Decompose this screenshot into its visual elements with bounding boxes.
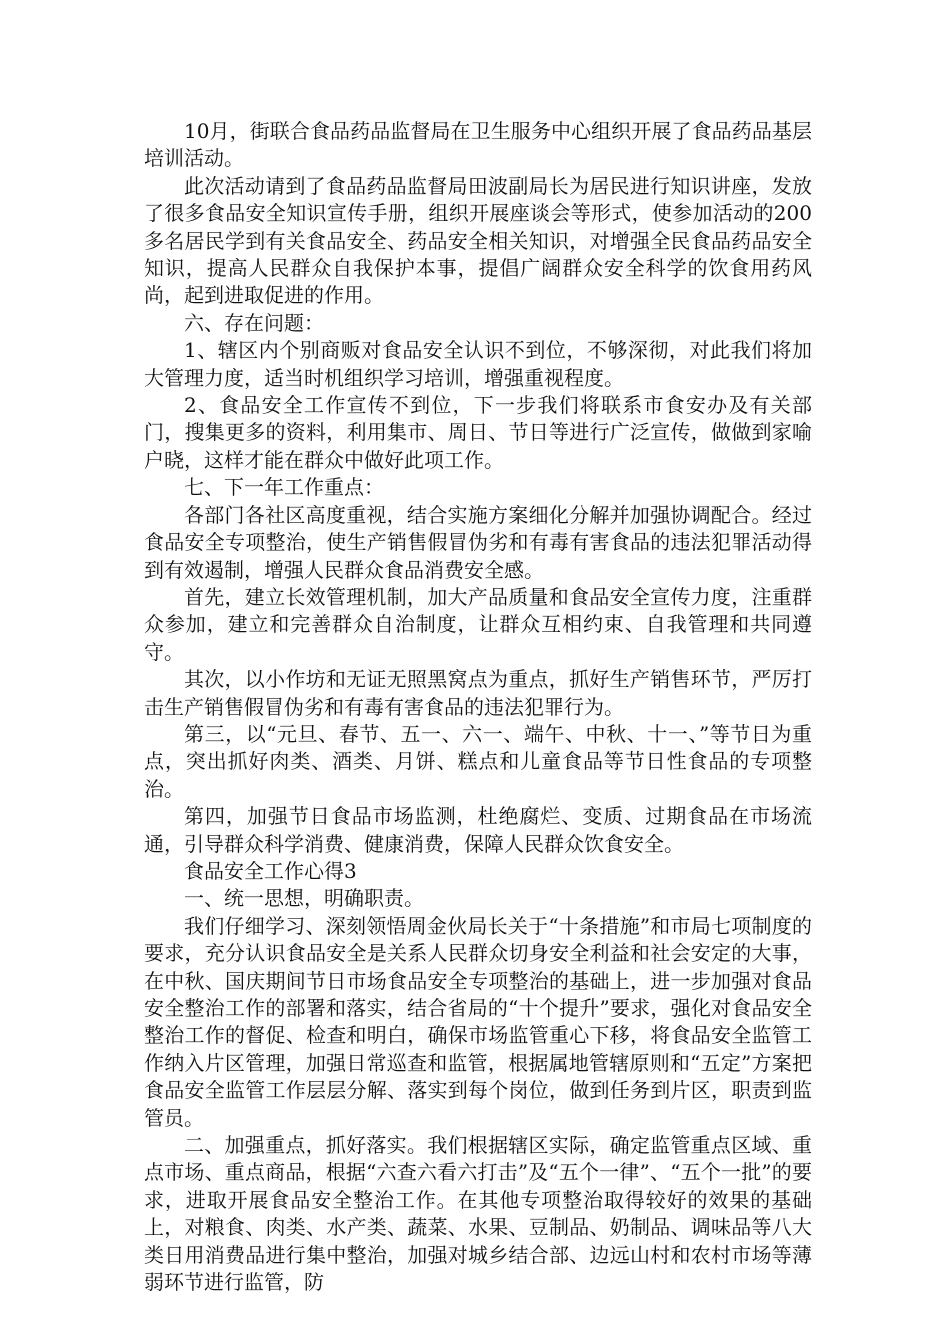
paragraph-focus-fourth: 第四，加强节日食品市场监测，杜绝腐烂、变质、过期食品在市场流通，引导群众科学消费、健康消费，保障人民群众饮食安全。 bbox=[144, 804, 812, 856]
paragraph-focus-overview: 各部门各社区高度重视，结合实施方案细化分解并加强协调配合。经过食品安全专项整治，使生产销售假冒伪劣和有毒有害食品的违法犯罪活动得到有效遏制，增强人民群众食品消费安全感。 bbox=[144, 502, 812, 582]
paragraph-study-requirements: 我们仔细学习、深刻领悟周金伙局长关于“十条措施”和市局七项制度的要求，充分认识食品安全是关系人民群众切身安全利益和社会安定的大事，在中秋、国庆期间节日市场食品安全专项整治的基础上，进一步加强对食品安全整治工作的部署和落实，结合省局的“十个提升”要求，强化对食品安全整治工作的督促、检查和明白，确保市场监管重心下移，将食品安全监管工作纳入片区管理，加强日常巡查和监管，根据属地管辖原则和“五定”方案把食品安全监管工作层层分解、落实到每个岗位，做到任务到片区，职责到监管员。 bbox=[144, 913, 812, 1130]
heading-existing-problems: 六、存在问题： bbox=[184, 310, 324, 335]
paragraph-activity-intro: 10月，街联合食品药品监督局在卫生服务中心组织开展了食品药品基层培训活动。 bbox=[144, 119, 812, 171]
paragraph-problem-1: 1、辖区内个别商贩对食品安全认识不到位，不够深彻，对此我们将加大管理力度，适当时机组织学习培训，增强重视程度。 bbox=[144, 338, 812, 390]
paragraph-focus-first: 首先，建立长效管理机制，加大产品质量和食品安全宣传力度，注重群众参加，建立和完善群众自治制度，让群众互相约束、自我管理和共同遵守。 bbox=[144, 584, 812, 664]
section-title: 食品安全工作心得3 bbox=[184, 858, 357, 883]
paragraph-focus-third: 第三，以“元旦、春节、五一、六一、端午、中秋、十一、”等节日为重点，突出抓好肉类、酒类、月饼、糕点和儿童食品等节日性食品的专项整治。 bbox=[144, 721, 812, 801]
paragraph-focus-second: 其次，以小作坊和无证无照黑窝点为重点，抓好生产销售环节，严厉打击生产销售假冒伪劣和有毒有害食品的违法犯罪行为。 bbox=[144, 667, 812, 719]
document-body bbox=[144, 118, 812, 1296]
paragraph-activity-detail: 此次活动请到了食品药品监督局田波副局长为居民进行知识讲座，发放了很多食品安全知识宣传手册，组织开展座谈会等形式，使参加活动的200多名居民学到有关食品安全、药品安全相关知识，对增强全民食品药品安全知识，提高人民群众自我保护本事，提倡广阔群众安全科学的饮食用药风尚，起到进取促进的作用。 bbox=[144, 173, 812, 308]
heading-next-year-focus: 七、下一年工作重点： bbox=[184, 475, 384, 500]
paragraph-strengthen-focus: 二、加强重点，抓好落实。我们根据辖区实际，确定监管重点区域、重点市场、重点商品，根据“六查六看六打击”及“五个一律”、“五个一批”的要求，进取开展食品安全整治工作。在其他专项整治取得较好的效果的基础上，对粮食、肉类、水产类、蔬菜、水果、豆制品、奶制品、调味品等八大类日用消费品进行集中整治，加强对城乡结合部、边远山村和农村市场等薄弱环节进行监管，防 bbox=[144, 1133, 812, 1295]
paragraph-problem-2: 2、食品安全工作宣传不到位，下一步我们将联系市食安办及有关部门，搜集更多的资料，利用集市、周日、节日等进行广泛宣传，做做到家喻户晓，这样才能在群众中做好此项工作。 bbox=[144, 393, 812, 472]
heading-unify-thinking: 一、统一思想，明确职责。 bbox=[184, 886, 424, 911]
